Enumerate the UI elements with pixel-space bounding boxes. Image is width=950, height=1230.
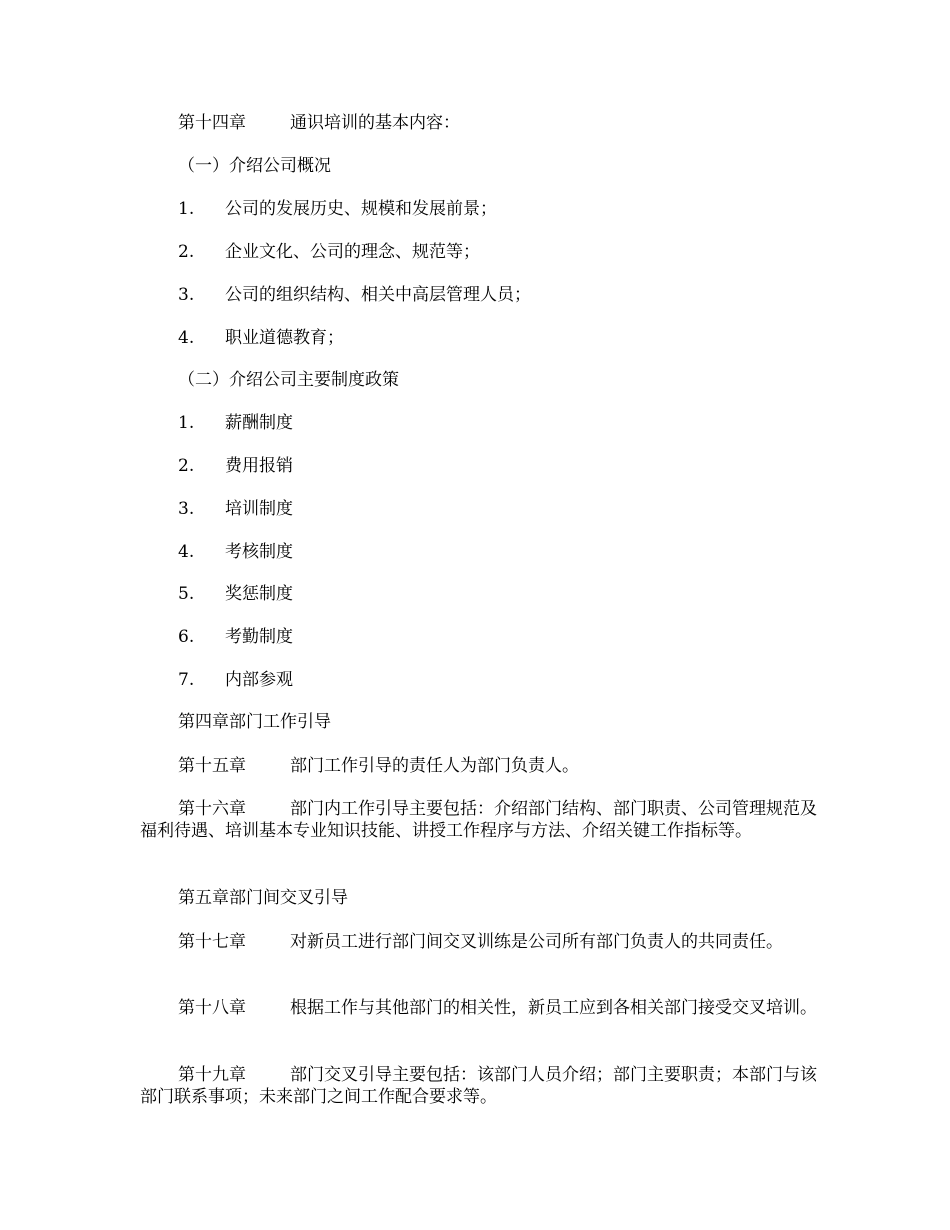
list-item xyxy=(178,241,480,263)
list-text: 企业文化、公司的理念、规范等； xyxy=(225,242,480,262)
list-text: 职业道德教育； xyxy=(225,328,344,348)
list-item xyxy=(178,455,293,477)
section-heading-1: （一）介绍公司概况 xyxy=(178,156,331,176)
list-number: 2. xyxy=(178,456,195,476)
list-text: 公司的发展历史、规模和发展前景； xyxy=(225,199,497,219)
chapter-text: 通识培训的基本内容： xyxy=(290,113,460,133)
chapter-18-paragraph xyxy=(140,997,820,1019)
list-number: 6. xyxy=(178,627,195,647)
list-number: 1. xyxy=(178,413,195,433)
list-number: 4. xyxy=(178,542,195,562)
section-heading-2: （二）介绍公司主要制度政策 xyxy=(178,370,399,390)
chapter-19-paragraph xyxy=(140,1064,820,1108)
chapter-16-paragraph xyxy=(140,798,820,842)
part-4-heading: 第四章部门工作引导 xyxy=(178,712,331,732)
chapter-label: 第十四章 xyxy=(178,113,246,133)
chapter-15-heading xyxy=(178,755,579,777)
list-number: 3. xyxy=(178,285,195,305)
list-text: 考核制度 xyxy=(225,542,293,562)
chapter-17-paragraph xyxy=(140,931,820,953)
list-item xyxy=(178,412,293,434)
chapter-label: 第十五章 xyxy=(178,756,246,776)
chapter-text: 部门内工作引导主要包括：介绍部门结构、部门职责、公司管理规范及福利待遇、培训基本专业知识技能、讲授工作程序与方法、介绍关键工作指标等。 xyxy=(140,799,817,841)
list-text: 培训制度 xyxy=(225,499,293,519)
list-text: 奖惩制度 xyxy=(225,584,293,604)
list-number: 3. xyxy=(178,499,195,519)
chapter-text: 部门工作引导的责任人为部门负责人。 xyxy=(290,756,579,776)
list-item xyxy=(178,284,531,306)
chapter-14-heading xyxy=(178,112,460,134)
chapter-text: 根据工作与其他部门的相关性，新员工应到各相关部门接受交叉培训。 xyxy=(290,998,817,1018)
list-item xyxy=(178,541,293,563)
list-item xyxy=(178,626,293,648)
list-number: 1. xyxy=(178,199,195,219)
list-item xyxy=(178,669,293,691)
list-text: 费用报销 xyxy=(225,456,293,476)
list-number: 7. xyxy=(178,670,195,690)
chapter-label: 第十九章 xyxy=(178,1065,246,1085)
list-text: 考勤制度 xyxy=(225,627,293,647)
chapter-label: 第十八章 xyxy=(178,998,246,1018)
list-text: 薪酬制度 xyxy=(225,413,293,433)
list-number: 5. xyxy=(178,584,195,604)
chapter-text: 对新员工进行部门间交叉训练是公司所有部门负责人的共同责任。 xyxy=(290,932,783,952)
chapter-text: 部门交叉引导主要包括：该部门人员介绍；部门主要职责；本部门与该部门联系事项；未来部门之间工作配合要求等。 xyxy=(140,1065,817,1107)
chapter-label: 第十六章 xyxy=(178,799,246,819)
list-item xyxy=(178,583,293,605)
list-number: 4. xyxy=(178,328,195,348)
list-number: 2. xyxy=(178,242,195,262)
part-5-heading: 第五章部门间交叉引导 xyxy=(178,888,348,908)
list-item xyxy=(178,498,293,520)
list-text: 内部参观 xyxy=(225,670,293,690)
chapter-label: 第十七章 xyxy=(178,932,246,952)
list-text: 公司的组织结构、相关中高层管理人员； xyxy=(225,285,531,305)
list-item xyxy=(178,327,344,349)
list-item xyxy=(178,198,497,220)
